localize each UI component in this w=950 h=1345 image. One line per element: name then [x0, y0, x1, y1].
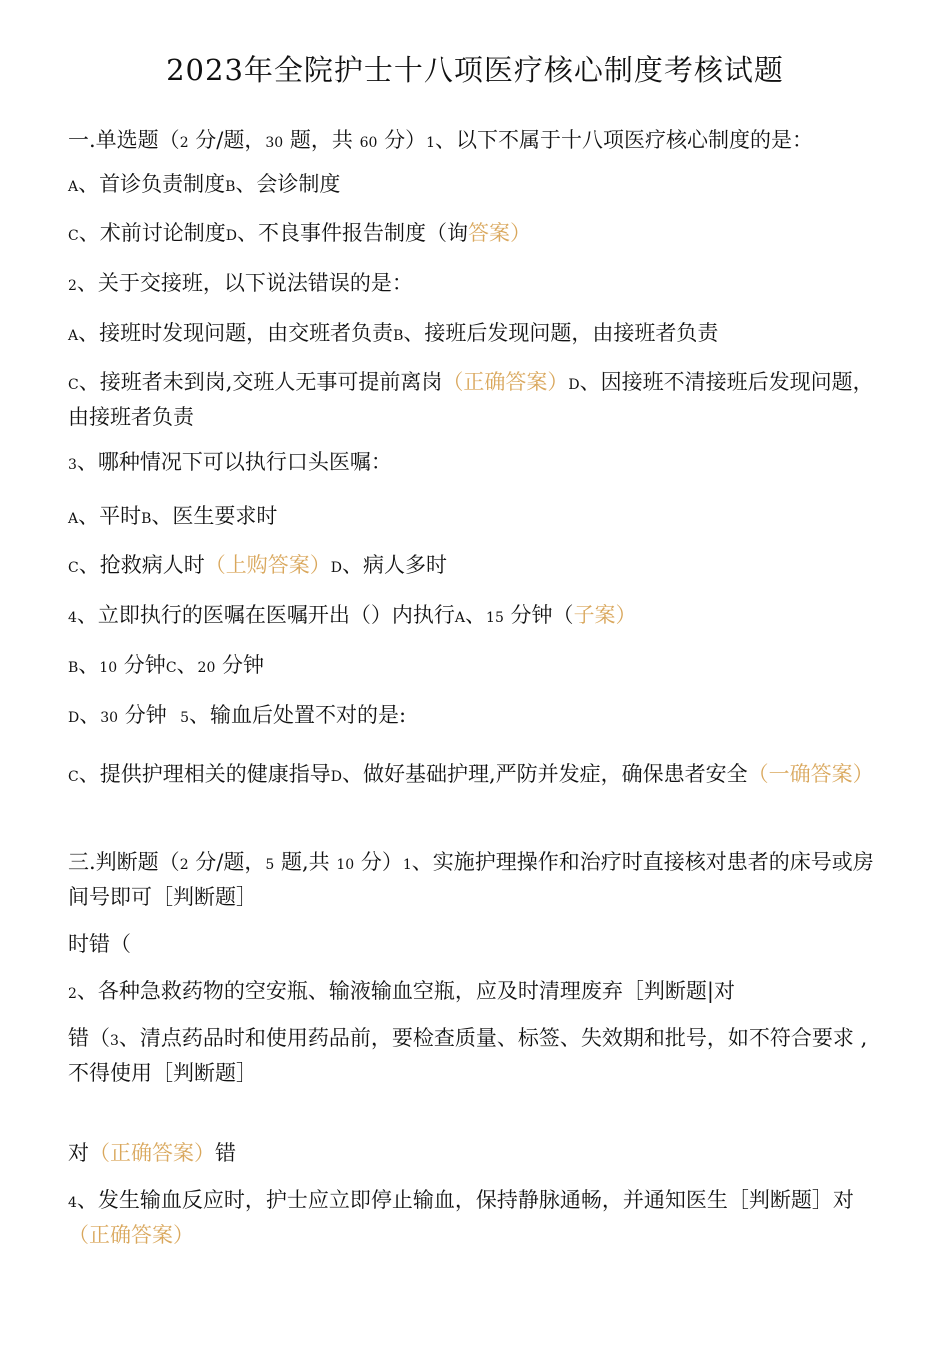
text-run: 、病人多时 — [341, 553, 447, 577]
text-run: 三.判断题（ — [68, 850, 180, 874]
text-run: 对 — [68, 1141, 89, 1165]
text-run: 、平时 — [78, 504, 142, 528]
text-run: 、 — [79, 703, 101, 727]
text-run: 题，共 — [283, 128, 360, 152]
text-run: 分钟 — [215, 653, 265, 677]
item-marker: 2 — [68, 986, 77, 1002]
text-line — [68, 649, 878, 684]
text-run: 、哪种情况下可以执行口头医嘱： — [76, 450, 392, 474]
item-marker: A — [68, 179, 79, 195]
item-marker: 2 — [179, 135, 189, 151]
text-run: 错（ — [68, 1026, 110, 1050]
text-run: 、各种急救药物的空安瓶、输液输血空瓶，应及时清理废弃［判断题|对 — [76, 979, 735, 1003]
answer-marker: （一确答案） — [747, 762, 874, 786]
text-run: 、做好基础护理,严防并发症，确保患者安全 — [341, 762, 748, 786]
item-marker: B — [393, 328, 404, 344]
item-marker: C — [68, 560, 79, 576]
text-run: 分） — [377, 128, 427, 152]
text-line — [68, 699, 878, 734]
text-line — [68, 168, 878, 203]
text-run: 分） — [354, 850, 403, 874]
text-run: 、以下不属于十八项医疗核心制度的是： — [435, 128, 813, 152]
text-run: 、抢救病人时 — [78, 553, 205, 577]
text-run: 、接班后发现问题，由接班者负责 — [403, 321, 719, 345]
text-run: 、医生要求时 — [151, 504, 278, 528]
item-marker: 20 — [197, 660, 216, 676]
text-run: 、 — [465, 603, 487, 627]
text-run: 分钟（ — [503, 603, 574, 627]
item-marker: D — [68, 710, 80, 726]
item-marker: 1 — [402, 857, 412, 873]
item-marker: 4 — [68, 610, 77, 626]
item-marker: 2 — [68, 278, 77, 294]
answer-marker: （正确答案） — [442, 370, 569, 394]
item-marker: B — [225, 179, 236, 195]
text-line — [68, 500, 878, 535]
item-marker: C — [68, 769, 79, 785]
answer-marker: （正确答案） — [89, 1141, 215, 1165]
text-run: 、 — [78, 653, 100, 677]
text-run: 分钟 — [118, 703, 181, 727]
text-line — [68, 217, 878, 252]
item-marker: B — [68, 660, 79, 676]
item-marker: 3 — [110, 1033, 119, 1049]
text-run: 、实施护理操作和治疗时直接核对患者的床号或房间号即可［判断题］ — [68, 850, 874, 909]
item-marker: D — [225, 228, 237, 244]
text-run: 、首诊负责制度 — [78, 172, 226, 196]
item-marker: B — [141, 511, 152, 527]
text-run: 、 — [176, 653, 198, 677]
item-marker: 15 — [486, 610, 504, 626]
text-run: 、不良事件报告制度（询 — [236, 221, 468, 245]
document-title: 2023年全院护士十八项医疗核心制度考核试题 — [166, 53, 784, 87]
answer-marker: 子案） — [573, 603, 637, 627]
text-line — [68, 599, 878, 634]
text-line — [68, 267, 878, 302]
text-run: 分钟 — [117, 653, 166, 677]
text-run: 、接班时发现问题，由交班者负责 — [78, 321, 394, 345]
text-run: 、接班者未到岗,交班人无事可提前离岗 — [78, 370, 443, 394]
item-marker: 2 — [179, 857, 189, 873]
item-marker: A — [68, 511, 79, 527]
text-run: 时错（ — [68, 932, 131, 956]
text-run: 、发生输血反应时，护士应立即停止输血，保持静脉通畅，并通知医生［判断题］对 — [76, 1188, 854, 1212]
item-marker: 3 — [68, 457, 77, 473]
text-line — [68, 366, 878, 433]
answer-marker: （上购答案） — [204, 553, 331, 577]
item-marker: D — [568, 377, 580, 393]
item-marker: C — [68, 228, 79, 244]
text-run: 、术前讨论制度 — [78, 221, 226, 245]
item-marker: C — [68, 377, 79, 393]
text-line — [68, 846, 878, 913]
text-line — [68, 928, 878, 960]
text-line — [68, 1137, 878, 1169]
item-marker: D — [330, 769, 342, 785]
item-marker: C — [165, 660, 177, 676]
text-line — [68, 758, 878, 793]
item-marker: 4 — [68, 1195, 77, 1211]
text-line — [68, 1184, 878, 1251]
text-run: 题,共 — [274, 850, 337, 874]
item-marker: A — [68, 328, 79, 344]
item-marker: 5 — [265, 857, 275, 873]
text-run: 错 — [215, 1141, 236, 1165]
text-run: 、立即执行的医嘱在医嘱开出（）内执行 — [76, 603, 455, 627]
text-line — [68, 446, 878, 481]
text-run: 、提供护理相关的健康指导 — [78, 762, 331, 786]
item-marker: 10 — [99, 660, 118, 676]
text-run: 、因接班不清接班后发现问题，由接班者负责 — [68, 370, 874, 429]
text-line — [68, 549, 878, 584]
item-marker: 5 — [180, 710, 190, 726]
text-run: 一.单选题（ — [68, 128, 180, 152]
text-run: 分/题， — [188, 850, 266, 874]
text-line — [68, 124, 878, 159]
item-marker: 30 — [100, 710, 119, 726]
item-marker: 60 — [359, 135, 378, 151]
answer-marker: 答案） — [467, 221, 531, 245]
text-run: 、会诊制度 — [235, 172, 341, 196]
text-line — [68, 317, 878, 352]
text-run: 分/题， — [188, 128, 266, 152]
item-marker: 1 — [426, 135, 435, 151]
text-line — [68, 975, 878, 1010]
answer-marker: （正确答案） — [68, 1223, 194, 1247]
item-marker: D — [330, 560, 342, 576]
item-marker: A — [454, 610, 466, 626]
text-run: 、清点药品时和使用药品前，要检查质量、标签、失效期和批号，如不符合要求 ,不得使用［判断题］ — [68, 1026, 868, 1085]
text-line — [68, 1022, 878, 1089]
text-run: 、输血后处置不对的是: — [189, 703, 407, 727]
text-run: 、关于交接班，以下说法错误的是： — [76, 271, 413, 295]
item-marker: 10 — [336, 857, 355, 873]
item-marker: 30 — [265, 135, 284, 151]
